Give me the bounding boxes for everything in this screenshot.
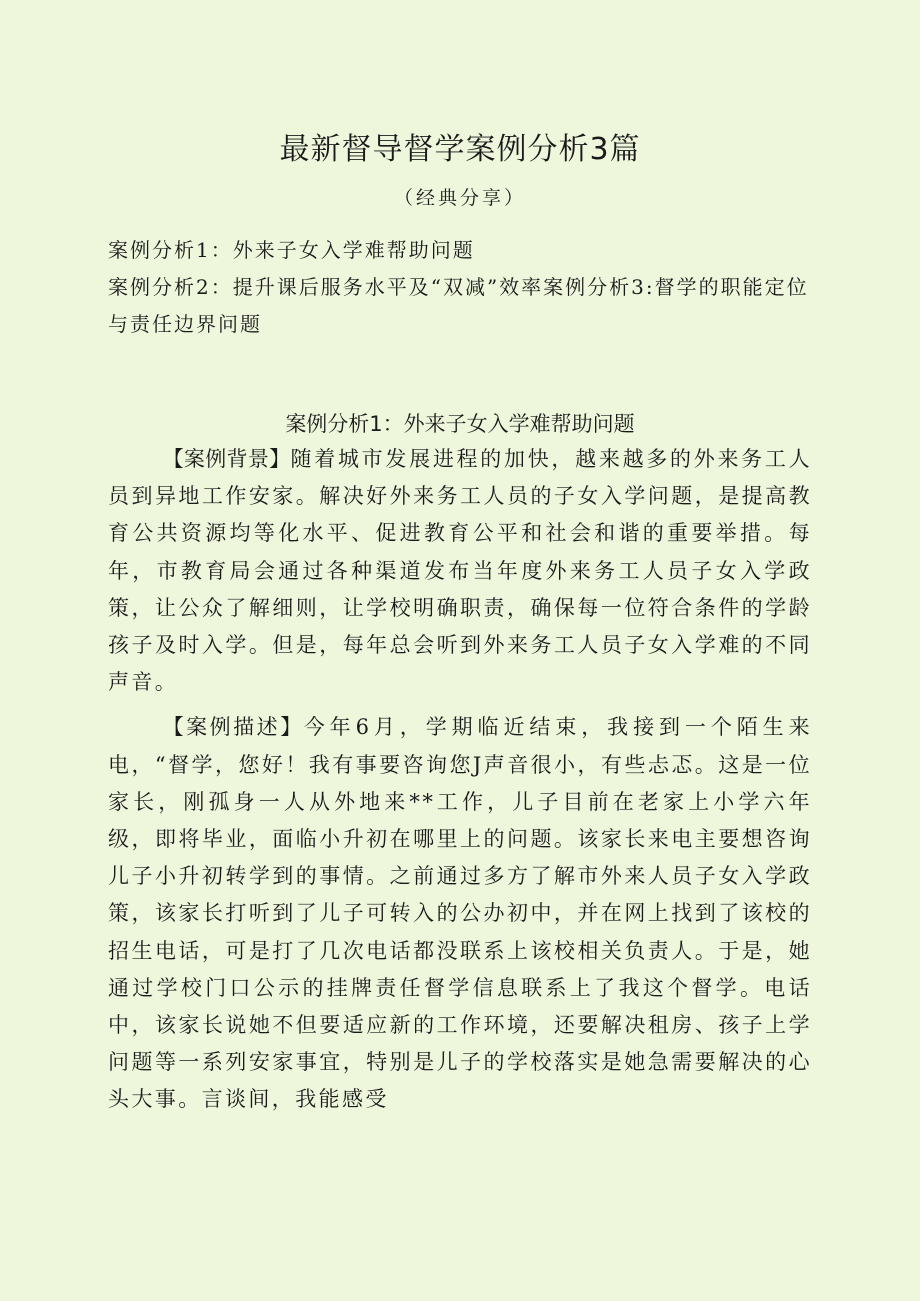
document-title: 最新督导督学案例分析3篇 [279, 132, 641, 167]
description-label: 【案例描述】 [162, 715, 304, 740]
toc-item: 案例分析2：提升课后服务水平及“双减”效率案例分析3:督学的职能定位与责任边界问题 [108, 275, 809, 336]
section-title: 案例分析1：外来子女入学难帮助问题 [285, 412, 635, 436]
document-subtitle: （经典分享） [393, 187, 526, 209]
description-paragraph [108, 709, 812, 1118]
toc-item: 案例分析1：外来子女入学难帮助问题 [108, 238, 475, 262]
background-paragraph [108, 441, 812, 701]
background-text: 随着城市发展进程的加快，越来越多的外来务工人员到异地工作安家。解决好外来务工人员的子女入学问题，是提高教育公共资源均等化水平、促进教育公平和社会和谐的重要举措。每年，市教育局会通过各种渠道发布当年度外来务工人员子女入学政策，让公众了解细则，让学校明确职责，确保每一位符合条件的学龄孩子及时入学。但是，每年总会听到外来务工人员子女入学难的不同声音。 [108, 447, 812, 695]
background-label: 【案例背景】 [162, 447, 291, 471]
table-of-contents [108, 232, 812, 343]
description-text: 今年6月，学期临近结束，我接到一个陌生来电，“督学，您好！我有事要咨询您J声音很小，有些忐忑。这是一位家长，刚孤身一人从外地来**工作，儿子目前在老家上小学六年级，即将毕业，面临小升初在哪里上的问题。该家长来电主要想咨询儿子小升初转学到的事情。之前通过多方了解市外来人员子女入学政策，该家长打听到了儿子可转入的公办初中，并在网上找到了该校的招生电话，可是打了几次电话都没联系上该校相关负责人。于是，她通过学校门口公示的挂牌责任督学信息联系上了我这个督学。电话中，该家长说她不但要适应新的工作环境，还要解决租房、孩子上学问题等一系列安家事宜，特别是儿子的学校落实是她急需要解决的心头大事。言谈间，我能感受 [108, 715, 813, 1112]
